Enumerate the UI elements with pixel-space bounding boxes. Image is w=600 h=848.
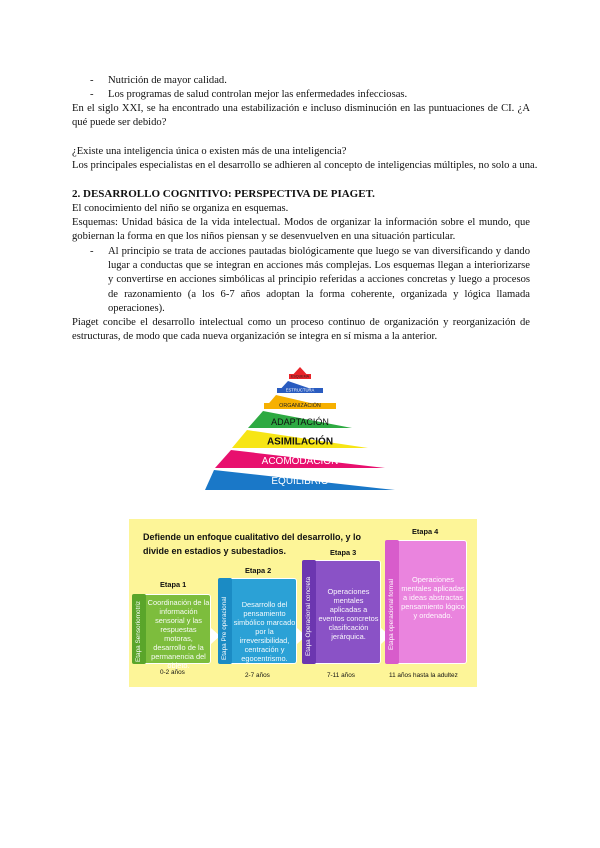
stage-4-title: Etapa 4	[412, 527, 439, 536]
section-heading: 2. DESARROLLO COGNITIVO: PERSPECTIVA DE PIAGET.	[72, 188, 375, 200]
stage-2-side-label: Etapa Pre operacional	[221, 596, 228, 660]
stage-4-side-label: Etapa operacional formal	[388, 578, 395, 650]
stage-4-description: Operaciones mentales aplicadas a ideas abstractas pensamiento lógico y ordenado.	[401, 575, 465, 620]
stages-figure-title: Defiende un enfoque cualitativo del desarrollo, y lo divide en estadios y subestadios.	[143, 532, 362, 556]
stage-2-title: Etapa 2	[245, 566, 272, 575]
pyramid-label-equilibrio: EQUILIBRIO	[271, 476, 329, 487]
pyramid-label-acomodacion: ACOMODACIÓN	[261, 456, 339, 467]
schema-intro: El conocimiento del niño se organiza en esquemas.	[72, 203, 289, 214]
bullet-health-programs: Los programas de salud controlan mejor las enfermedades infecciosas.	[108, 89, 408, 100]
stage-2-description: Desarrollo del pensamiento simbólico marcado por la irreversibilidad, centración y egocentrismo.	[233, 600, 296, 663]
bullet-dash: -	[90, 75, 94, 86]
pyramid-label-esquema: ESQUEMA	[291, 374, 309, 379]
stage-1-title: Etapa 1	[160, 580, 187, 589]
stage-3-side-label: Etapa Operacional concreta	[305, 576, 312, 656]
stage-1-description: Coordinación de la información sensorial y las respuestas motoras, desarrollo de la permanencia del objeto.	[147, 598, 210, 670]
stage-3-age: 7-11 años	[327, 672, 355, 679]
stage-4-age: 11 años hasta la adultez	[389, 672, 458, 679]
pyramid-label-organizacion: ORGANIZACIÓN	[279, 403, 321, 409]
stage-1-age: 0-2 años	[160, 669, 185, 676]
stage-3-description: Operaciones mentales aplicadas a eventos concretos clasificación jerárquica.	[318, 587, 379, 641]
bullet-dash: -	[90, 89, 94, 100]
paragraph-xxi: En el siglo XXI, se ha encontrado una estabilización e incluso disminución en las puntuaciones de CI. ¿A qué puede ser debido?	[72, 103, 530, 129]
piaget-paragraph: Piaget concibe el desarrollo intelectual como un proceso continuo de organización y reorganización de estructuras, de modo que cada nueva organización se integra en sí misma a la anterior.	[72, 317, 530, 343]
bullet-nutrition: Nutrición de mayor calidad.	[108, 75, 227, 86]
pyramid-label-adaptacion: ADAPTACIÓN	[271, 417, 329, 427]
pyramid-label-estructura: ESTRUCTURA	[285, 387, 315, 393]
bullet-schemas-detail: Al principio se trata de acciones pautadas biológicamente que luego se van diversificando y dando lugar a conductas que se integran en acciones más complejas. Los esquemas llegan a interiorizarse y convertirse en acciones simbólicas al principio referidas a acciones concretas y luego a procesos de razonamiento (a los 6-7 años adoptan la forma coherente, organizada y lógica llamada operaciones).	[108, 246, 530, 314]
stage-2-age: 2-7 años	[245, 672, 270, 679]
stage-3-title: Etapa 3	[330, 548, 357, 557]
pyramid-label-asimilacion: ASIMILACIÓN	[266, 436, 334, 448]
esquemas-paragraph: Esquemas: Unidad básica de la vida intelectual. Modos de organizar la información sobre el mundo, que gobiernan la forma en que los niños piensan y se desenvuelven en una situación particular.	[72, 217, 530, 243]
bullet-dash: -	[90, 246, 94, 257]
answer-line: Los principales especialistas en el desarrollo se adhieren al concepto de inteligencias múltiples, no solo a una.	[72, 160, 538, 171]
piaget-pyramid	[205, 362, 395, 502]
question-line: ¿Existe una inteligencia única o existen más de una inteligencia?	[72, 146, 347, 157]
stage-1-side-label: Etapa Sensoriomotriz	[135, 600, 142, 662]
